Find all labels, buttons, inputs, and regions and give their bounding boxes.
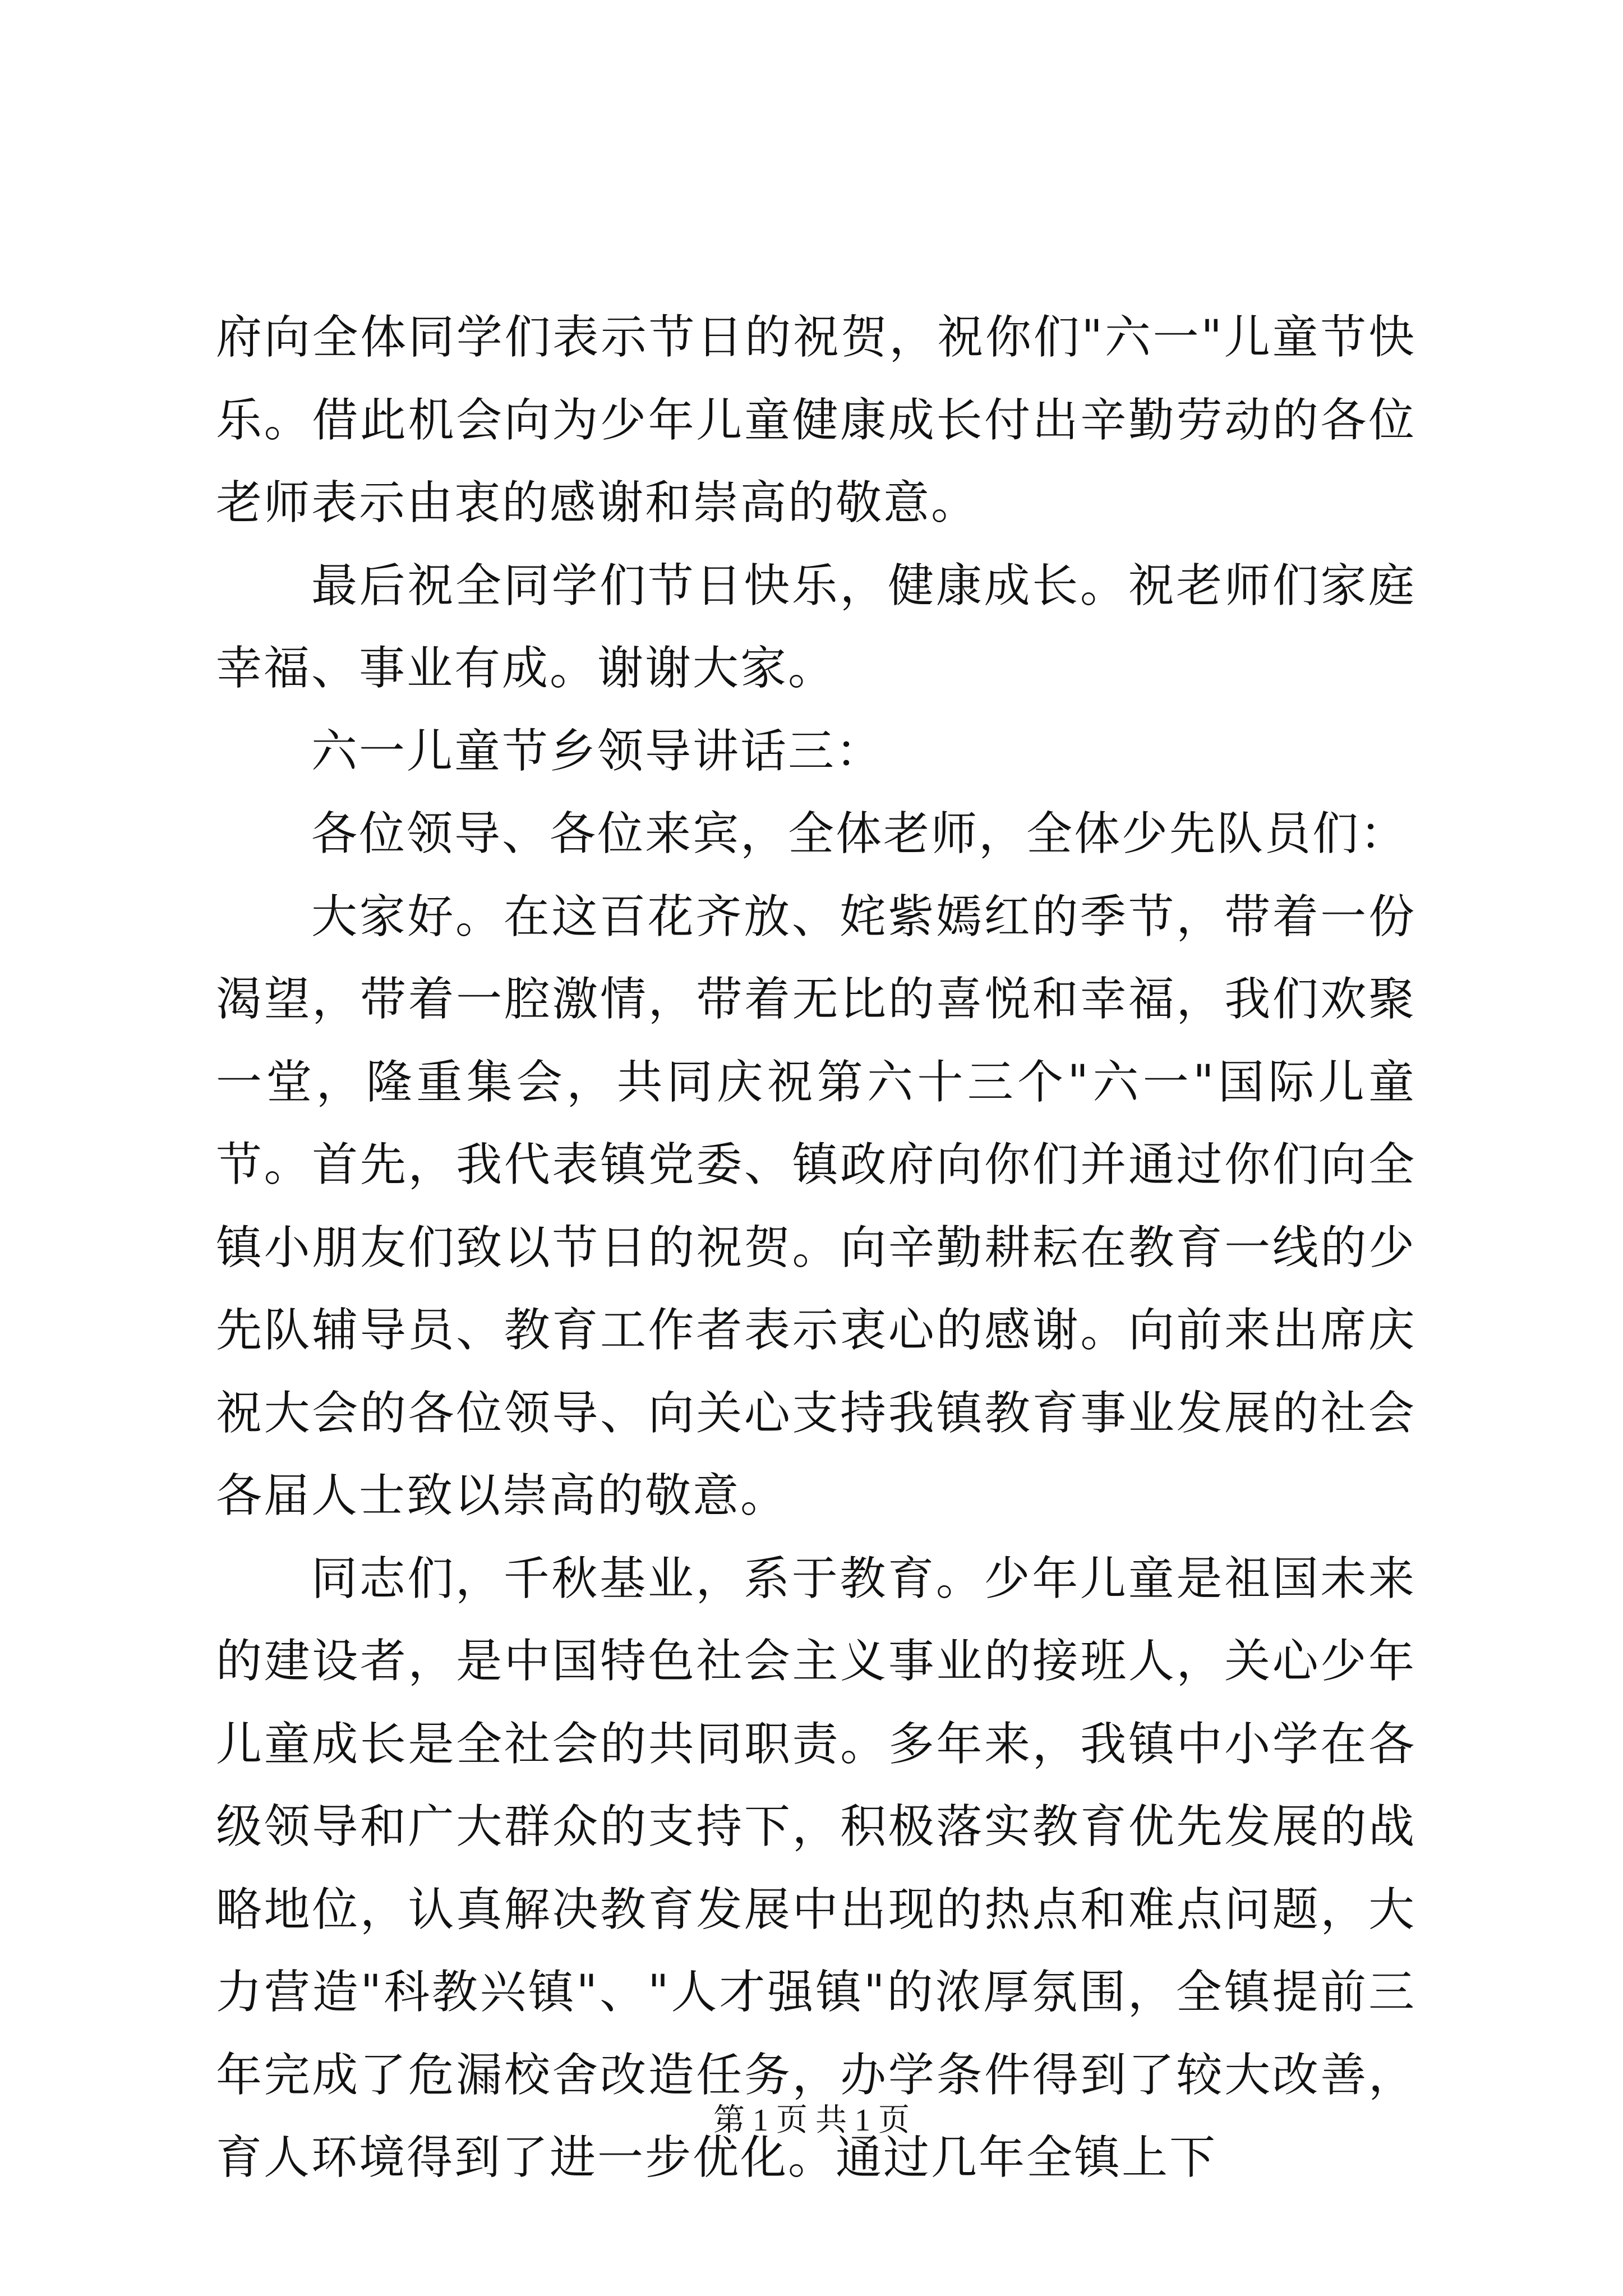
paragraph-6: 同志们，千秋基业，系于教育。少年儿童是祖国未来的建设者，是中国特色社会主义事业的接班人，关心少年儿童成长是全社会的共同职责。多年来，我镇中小学在各级领导和广大群众的支持下，积极落实教育优先发展的战略地位，认真解决教育发展中出现的热点和难点问题，大力营造"科教兴镇"、"人才强镇"的浓厚氛围，全镇提前三年完成了危漏校舍改造任务，办学条件得到了较大改善，育人环境得到了进一步优化。通过几年全镇上下 — [216, 1552, 1416, 2184]
document-body — [216, 296, 1416, 2200]
section-heading: 六一儿童节乡领导讲话三： — [311, 724, 884, 778]
paragraph-2: 最后祝全同学们节日快乐，健康成长。祝老师们家庭幸福、事业有成。谢谢大家。 — [216, 559, 1416, 695]
page-footer: 第 1 页 共 1 页 — [713, 2103, 910, 2138]
paragraph-1: 府向全体同学们表示节日的祝贺，祝你们"六一"儿童节快乐。借此机会向为少年儿童健康成长付出辛勤劳动的各位老师表示由衷的感谢和崇高的敬意。 — [216, 311, 1416, 530]
salutation: 各位领导、各位来宾，全体老师，全体少先队员们： — [311, 807, 1408, 861]
paragraph-5: 大家好。在这百花齐放、姹紫嫣红的季节，带着一份渴望，带着一腔激情，带着无比的喜悦和幸福，我们欢聚一堂，隆重集会，共同庆祝第六十三个"六一"国际儿童节。首先，我代表镇党委、镇政府向你们并通过你们向全镇小朋友们致以节日的祝贺。向辛勤耕耘在教育一线的少先队辅导员、教育工作者表示衷心的感谢。向前来出席庆祝大会的各位领导、向关心支持我镇教育事业发展的社会各届人士致以崇高的敬意。 — [216, 890, 1416, 1522]
